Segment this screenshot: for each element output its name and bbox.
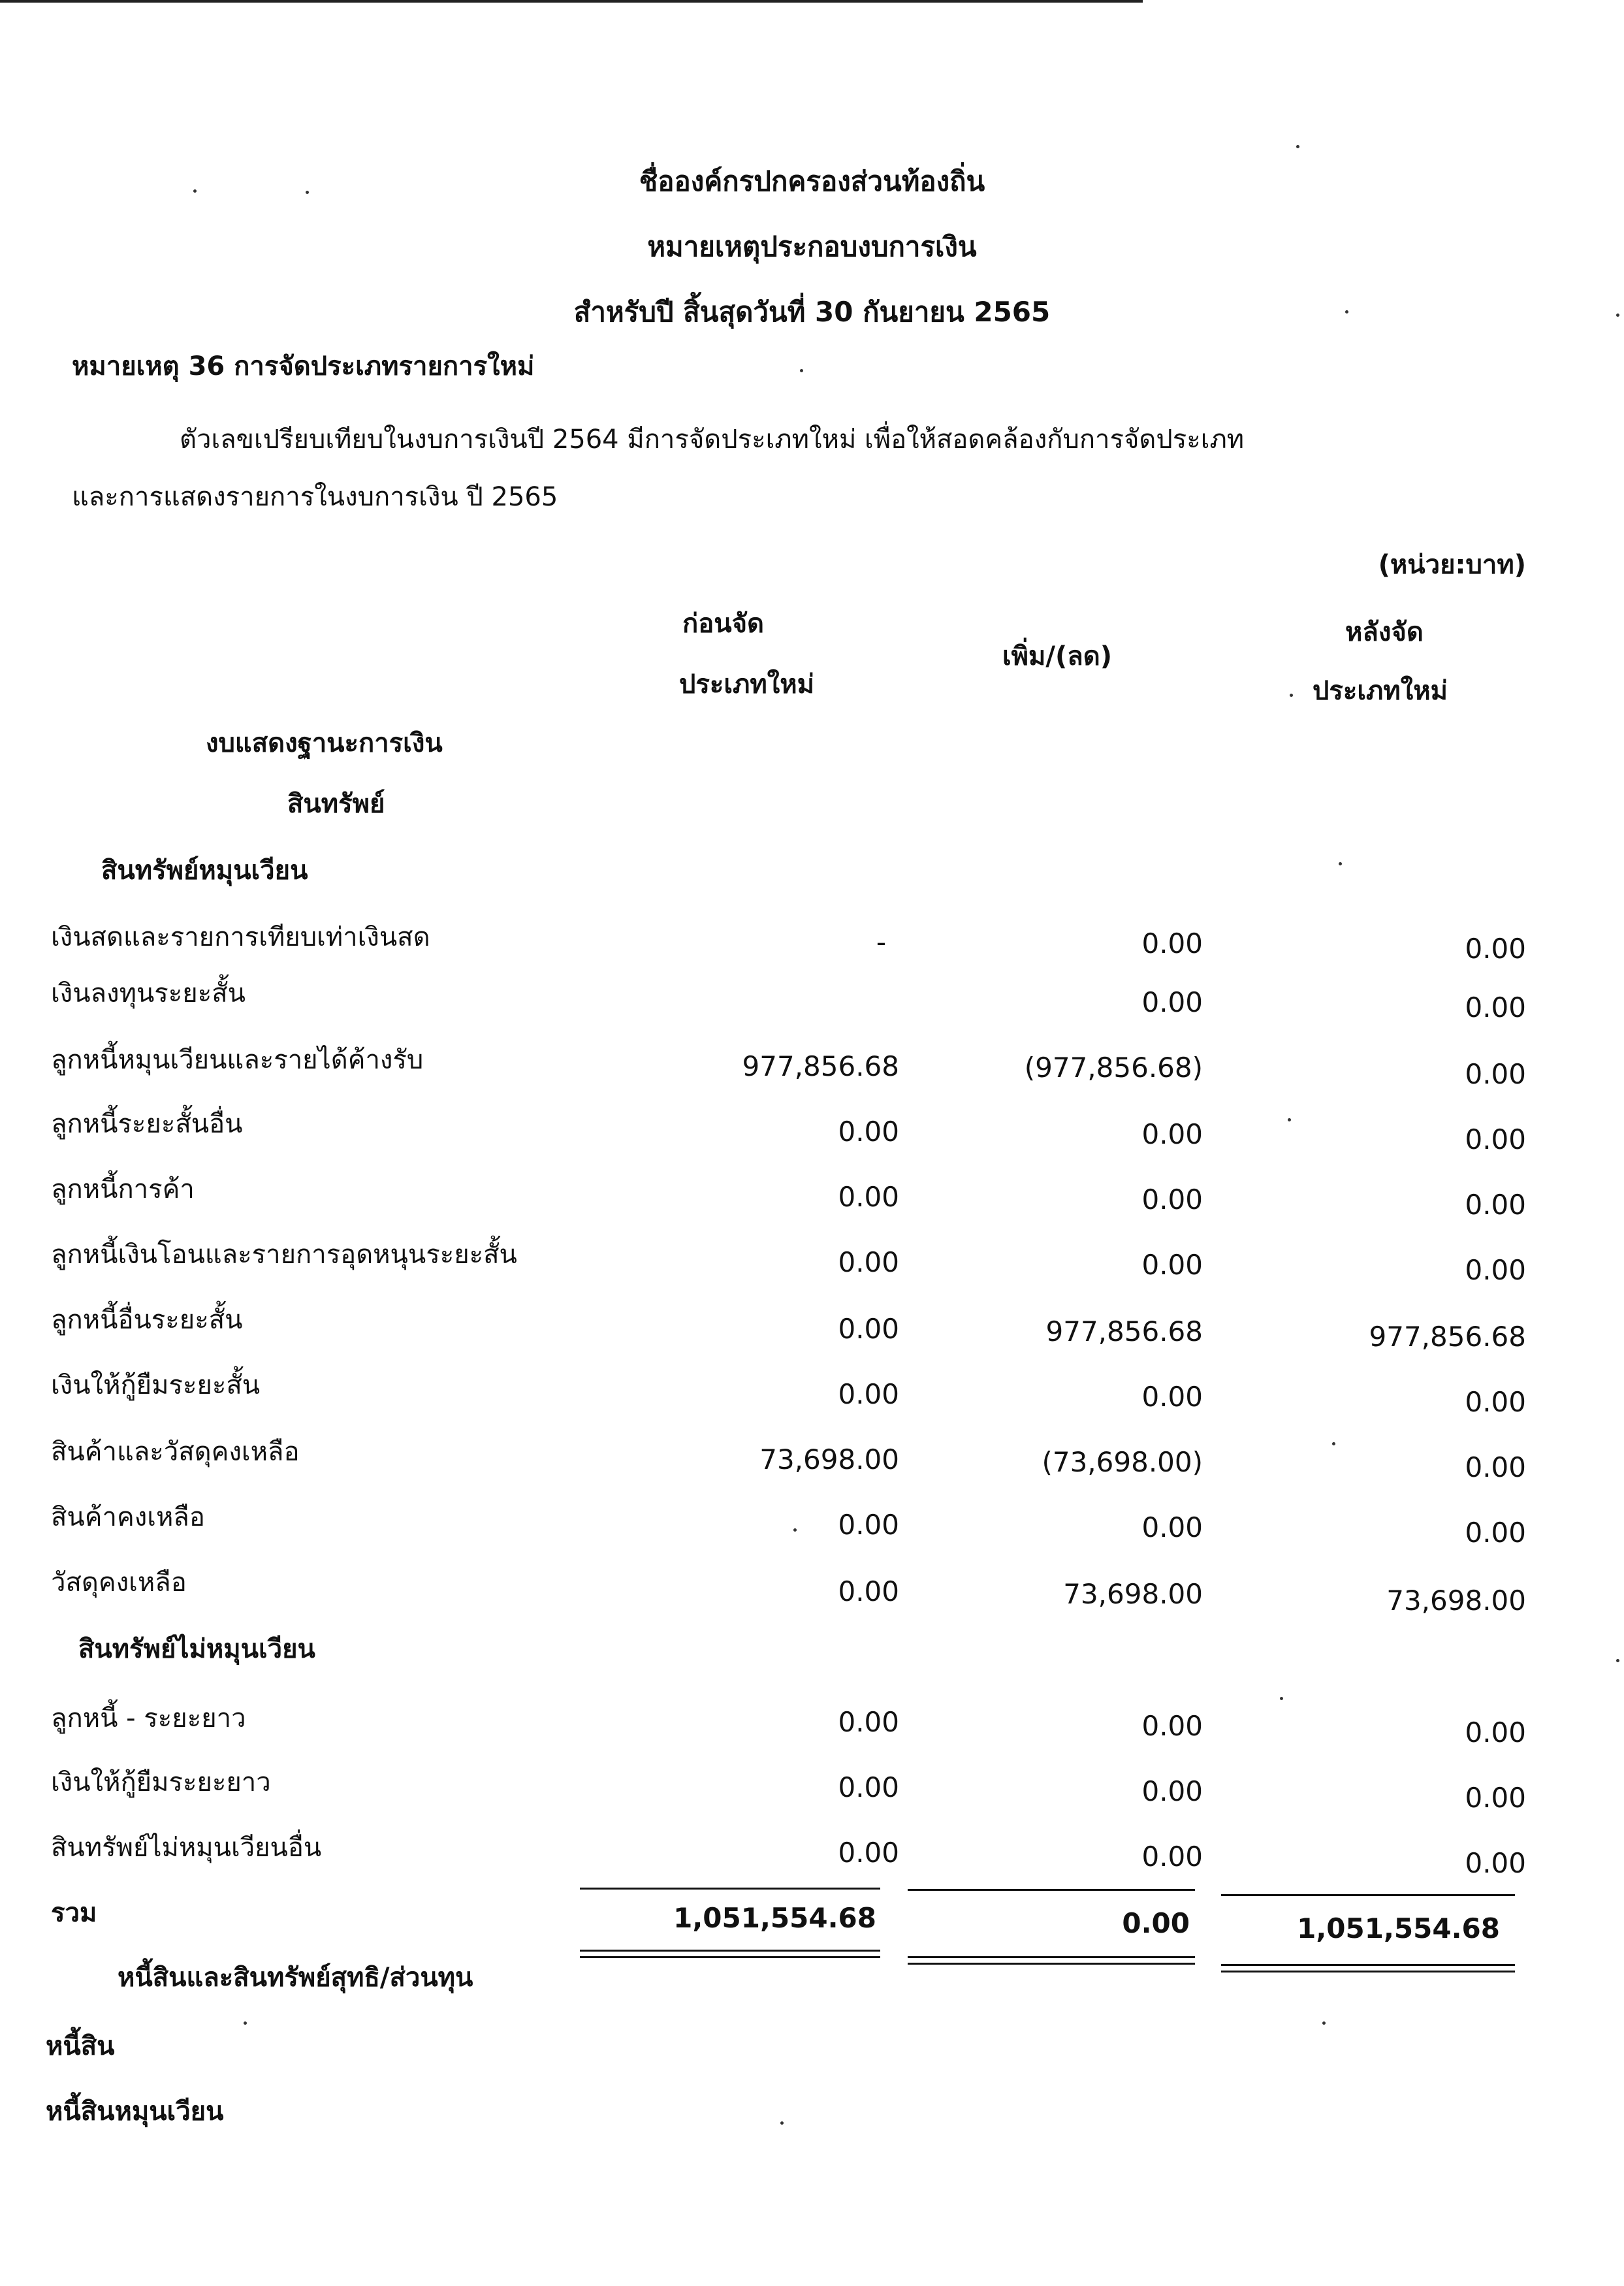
total-double-rule-before-2 [580,1956,880,1958]
row-change: (73,698.00) [1042,1446,1203,1478]
total-top-rule-change [908,1889,1195,1891]
col-change-heading: เพิ่ม/(ลด) [1002,641,1113,671]
liabilities-title: หนี้สิน [46,2031,115,2061]
scan-speck [793,1528,797,1532]
row-before: 0.00 [838,1771,899,1803]
note-heading: หมายเหตุ 36 การจัดประเภทรายการใหม่ [72,351,535,381]
current-liabilities-title: หนี้สินหมุนเวียน [46,2097,224,2127]
col-after-heading-1: หลังจัด [1345,617,1424,647]
scan-speck [800,369,803,372]
row-before: 0.00 [838,1313,899,1345]
row-after: 0.00 [1465,933,1526,965]
row-change: 0.00 [1141,1775,1203,1807]
row-label: ลูกหนี้หมุนเวียนและรายได้ค้างรับ [51,1045,424,1075]
row-change: 0.00 [1141,986,1203,1018]
col-before-heading-1: ก่อนจัด [682,609,764,639]
total-top-rule-before [580,1888,880,1890]
scan-speck [1288,1118,1291,1121]
row-before: 0.00 [838,1509,899,1541]
row-change: (977,856.68) [1024,1052,1203,1084]
scan-speck [1345,310,1348,314]
note-paragraph-line-2: และการแสดงรายการในงบการเงิน ปี 2565 [72,482,558,512]
current-assets-title: สินทรัพย์หมุนเวียน [101,856,308,886]
row-label: วัสดุคงเหลือ [51,1568,187,1598]
scan-speck [1616,1659,1619,1662]
row-change: 0.00 [1141,927,1203,959]
total-change: 0.00 [1122,1907,1190,1939]
row-change: 0.00 [1141,1511,1203,1543]
scan-speck [1296,145,1299,148]
org-name: ชื่อองค์กรปกครองส่วนท้องถิ่น [639,165,985,197]
row-before: 0.00 [838,1181,899,1213]
scan-speck [1290,694,1293,697]
row-change: 0.00 [1141,1841,1203,1873]
row-before: 0.00 [838,1706,899,1738]
statement-title: งบแสดงฐานะการเงิน [206,728,443,758]
row-after: 0.00 [1465,1123,1526,1155]
col-before-heading-2: ประเภทใหม่ [679,669,815,700]
row-label: เงินให้กู้ยืมระยะยาว [51,1767,271,1797]
row-label: ลูกหนี้ - ระยะยาว [51,1703,246,1733]
row-before: 0.00 [838,1378,899,1410]
total-label: รวม [51,1898,97,1928]
scan-speck [1280,1697,1283,1700]
row-after: 0.00 [1465,1782,1526,1814]
row-label: ลูกหนี้อื่นระยะสั้น [51,1305,243,1335]
row-label: สินค้าและวัสดุคงเหลือ [51,1437,300,1467]
scan-speck [1616,314,1619,317]
row-label: สินค้าคงเหลือ [51,1502,205,1532]
row-after: 0.00 [1465,1716,1526,1748]
row-before: 0.00 [838,1246,899,1278]
scan-speck [780,2121,784,2125]
row-change: 0.00 [1141,1249,1203,1281]
row-before: 0.00 [838,1837,899,1869]
row-label: ลูกหนี้การค้า [51,1174,195,1204]
total-double-rule-after-2 [1221,1971,1515,1972]
note-paragraph-line-1: ตัวเลขเปรียบเทียบในงบการเงินปี 2564 มีการจัดประเภทใหม่ เพื่อให้สอดคล้องกับการจัดประเภท [180,425,1245,455]
scan-speck [1332,1442,1335,1445]
period-line: สำหรับปี สิ้นสุดวันที่ 30 กันยายน 2565 [573,296,1051,328]
row-after: 0.00 [1465,1451,1526,1483]
scan-speck [1322,2021,1326,2025]
row-before: 0.00 [838,1575,899,1607]
row-change: 73,698.00 [1063,1578,1203,1610]
liabilities-equity-title: หนี้สินและสินทรัพย์สุทธิ/ส่วนทุน [118,1963,473,1993]
col-after-heading-2: ประเภทใหม่ [1313,676,1448,706]
row-label: เงินสดและรายการเทียบเท่าเงินสด [51,922,430,952]
unit-label: (หน่วย:บาท) [1378,550,1526,580]
scan-speck [1339,862,1342,865]
total-after: 1,051,554.68 [1297,1912,1500,1944]
scan-speck [244,2021,247,2025]
row-after: 73,698.00 [1386,1585,1526,1617]
total-double-rule-change-2 [908,1963,1195,1965]
total-double-rule-before-1 [580,1950,880,1952]
total-top-rule-after [1221,1894,1515,1896]
scan-speck [193,189,197,193]
row-change: 0.00 [1141,1710,1203,1742]
row-after: 0.00 [1465,991,1526,1023]
row-label: ลูกหนี้ระยะสั้นอื่น [51,1109,243,1139]
row-label: เงินให้กู้ยืมระยะสั้น [51,1370,261,1400]
row-after: 977,856.68 [1369,1321,1526,1353]
row-change: 0.00 [1141,1381,1203,1413]
row-after: 0.00 [1465,1386,1526,1418]
row-change: 0.00 [1141,1183,1203,1215]
scan-speck [306,191,309,194]
document-title: หมายเหตุประกอบงบการเงิน [647,231,977,263]
top-border-line [0,0,1143,3]
row-after: 0.00 [1465,1847,1526,1879]
row-after: 0.00 [1465,1254,1526,1286]
row-after: 0.00 [1465,1058,1526,1090]
row-label: สินทรัพย์ไม่หมุนเวียนอื่น [51,1833,322,1863]
total-double-rule-change-1 [908,1956,1195,1958]
row-change: 0.00 [1141,1118,1203,1150]
row-after: 0.00 [1465,1517,1526,1549]
row-before: - [876,926,886,958]
assets-title: สินทรัพย์ [287,789,385,819]
noncurrent-assets-title: สินทรัพย์ไม่หมุนเวียน [78,1634,315,1664]
total-double-rule-after-1 [1221,1964,1515,1966]
total-before: 1,051,554.68 [673,1902,876,1934]
row-before: 73,698.00 [759,1443,899,1475]
row-change: 977,856.68 [1045,1315,1203,1347]
row-before: 977,856.68 [742,1050,899,1082]
row-label: เงินลงทุนระยะสั้น [51,978,246,1008]
row-label: ลูกหนี้เงินโอนและรายการอุดหนุนระยะสั้น [51,1240,517,1270]
row-after: 0.00 [1465,1189,1526,1221]
row-before: 0.00 [838,1116,899,1148]
